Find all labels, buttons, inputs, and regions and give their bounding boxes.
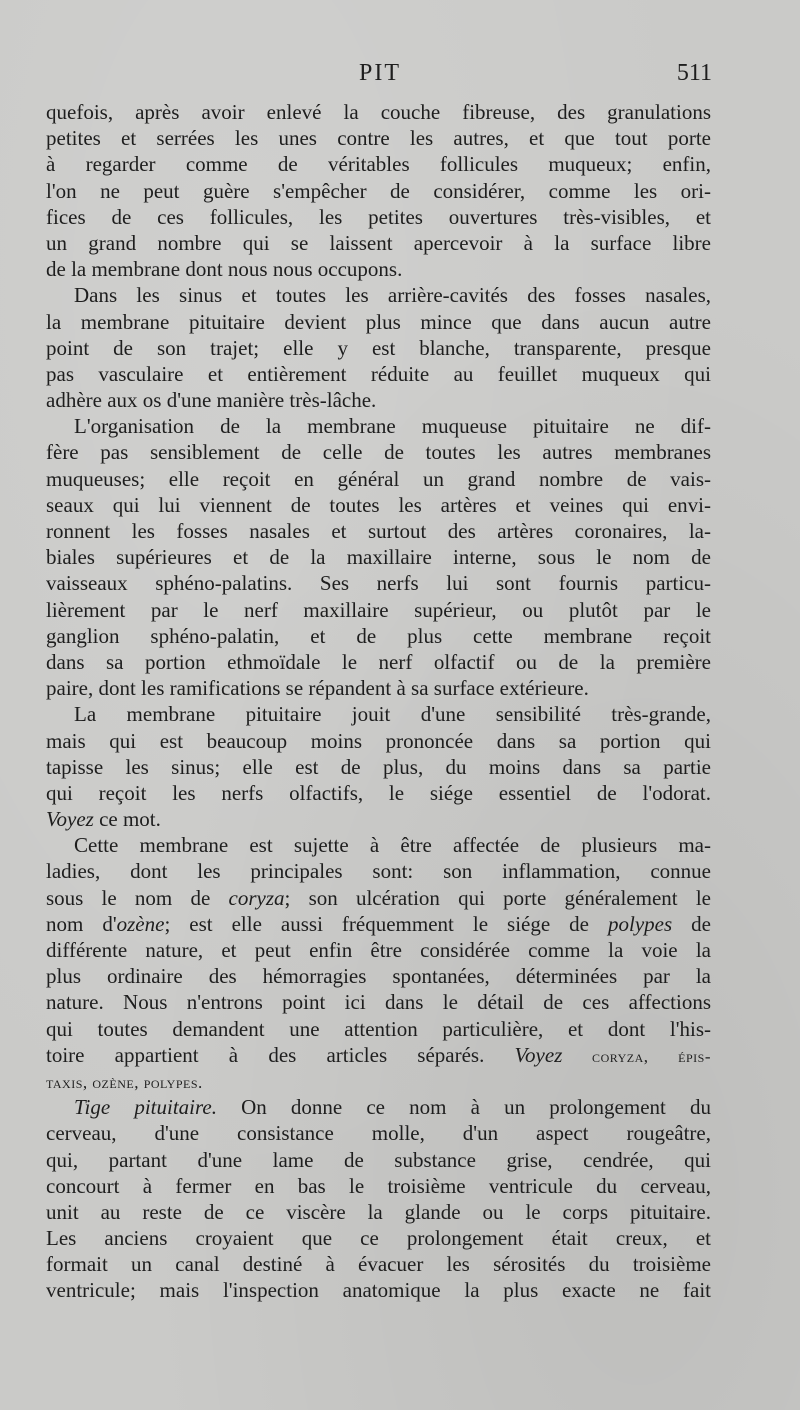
text-line: fère pas sensiblement de celle de toutes les autres membranes	[46, 440, 711, 465]
text-segment: toire appartient à des articles séparés.	[46, 1042, 515, 1067]
text-line: ladies, dont les principales sont: son inflammation, connue	[46, 859, 711, 884]
text-line: lièrement par le nerf maxillaire supérieur, ou plutôt par le	[46, 597, 711, 622]
text-segment: de	[672, 911, 711, 936]
small-caps-refs: taxis, ozène, polypes.	[46, 1072, 203, 1092]
text-line	[46, 1042, 711, 1068]
running-head: PIT	[359, 60, 401, 86]
text-segment: On donne ce nom à un prolongement du	[241, 1095, 711, 1120]
text-segment: sous le nom de	[46, 885, 229, 910]
text-line: point de son trajet; elle y est blanche, transparente, presque	[46, 335, 711, 360]
body-text	[46, 99, 711, 1304]
paragraph-start: La membrane pituitaire jouit d'une sensibilité très-grande,	[74, 702, 711, 727]
text-line: un grand nombre qui se laissent apercevoir à la surface libre	[46, 230, 711, 255]
text-line: dans sa portion ethmoïdale le nerf olfactif ou de la première	[46, 649, 711, 674]
paragraph-start: Cette membrane est sujette à être affectée de plusieurs ma-	[74, 833, 711, 858]
text-line: de la membrane dont nous nous occupons.	[46, 257, 403, 282]
paragraph-start: Dans les sinus et toutes les arrière-cavités des fosses nasales,	[74, 283, 711, 308]
text-line: fices de ces follicules, les petites ouvertures très-visibles, et	[46, 204, 711, 229]
text-line: cerveau, d'une consistance molle, d'un aspect rougeâtre,	[46, 1121, 711, 1146]
text-line: à regarder comme de véritables follicules muqueux; enfin,	[46, 152, 711, 177]
text-segment: ; son ulcération qui porte généralement le	[284, 885, 711, 910]
text-line: tapisse les sinus; elle est de plus, du moins dans sa partie	[46, 754, 711, 779]
text-line	[46, 911, 711, 937]
text-line: plus ordinaire des hémorragies spontanées, déterminées par la	[46, 964, 711, 989]
text-line: qui, partant d'une lame de substance grise, cendrée, qui	[46, 1147, 711, 1172]
text-line: biales supérieures et de la maxillaire interne, sous le nom de	[46, 545, 711, 570]
cross-reference: Voyez	[514, 1042, 563, 1067]
paragraph-start: L'organisation de la membrane muqueuse pituitaire ne dif-	[74, 414, 711, 439]
text-line	[46, 1068, 711, 1094]
text-line: adhère aux os d'une manière très-lâche.	[46, 388, 377, 413]
text-line: concourt à fermer en bas le troisième ventricule du cerveau,	[46, 1173, 711, 1198]
text-line	[46, 885, 711, 911]
text-line: l'on ne peut guère s'empêcher de considérer, comme les ori-	[46, 178, 711, 203]
text-line: seaux qui lui viennent de toutes les artères et veines qui envi-	[46, 492, 711, 517]
italic-term: ozène	[116, 911, 165, 936]
text-line: qui reçoit les nerfs olfactifs, le siége essentiel de l'odorat.	[46, 780, 711, 805]
text-line: ganglion sphéno-palatin, et de plus cette membrane reçoit	[46, 623, 711, 648]
text-line: Les anciens croyaient que ce prolongement était creux, et	[46, 1226, 711, 1251]
text-segment: nom d'	[46, 911, 117, 936]
page-number: 511	[676, 60, 712, 86]
text-line: unit au reste de ce viscère la glande ou le corps pituitaire.	[46, 1199, 711, 1224]
text-line: vaisseaux sphéno-palatins. Ses nerfs lui sont fournis particu-	[46, 571, 711, 596]
text-line: mais qui est beaucoup moins prononcée dans sa portion qui	[46, 728, 711, 753]
text-line	[46, 806, 711, 832]
text-line: ventricule; mais l'inspection anatomique la plus exacte ne fait	[46, 1278, 711, 1303]
small-caps-refs: coryza, épis-	[562, 1046, 712, 1066]
text-line: différente nature, et peut enfin être considérée comme la voie la	[46, 938, 711, 962]
text-line: formait un canal destiné à évacuer les sérosités du troisième	[46, 1252, 711, 1277]
page-header	[48, 60, 712, 94]
entry-start	[46, 1094, 711, 1120]
text-line: paire, dont les ramifications se répandent à sa surface extérieure.	[46, 676, 589, 701]
text-line: qui toutes demandent une attention particulière, et dont l'his-	[46, 1016, 711, 1041]
entry-title: Tige pituitaire.	[74, 1095, 217, 1120]
italic-term: coryza	[228, 885, 285, 910]
text-line: quefois, après avoir enlevé la couche fibreuse, des granulations	[46, 100, 711, 124]
text-line: la membrane pituitaire devient plus mince que dans aucun autre	[46, 309, 711, 334]
text-line: pas vasculaire et entièrement réduite au feuillet muqueux qui	[46, 361, 711, 386]
text-line: nature. Nous n'entrons point ici dans le détail de ces affections	[46, 990, 711, 1015]
text-segment: ce mot.	[93, 807, 161, 832]
text-line: muqueuses; elle reçoit en général un grand nombre de vais-	[46, 466, 711, 491]
text-line: ronnent les fosses nasales et surtout des artères coronaires, la-	[46, 519, 711, 543]
text-segment: ; est elle aussi fréquemment le siége de	[164, 911, 609, 936]
italic-term: polypes	[608, 911, 673, 936]
cross-reference: Voyez	[46, 807, 94, 832]
text-line: petites et serrées les unes contre les autres, et que tout porte	[46, 126, 711, 151]
